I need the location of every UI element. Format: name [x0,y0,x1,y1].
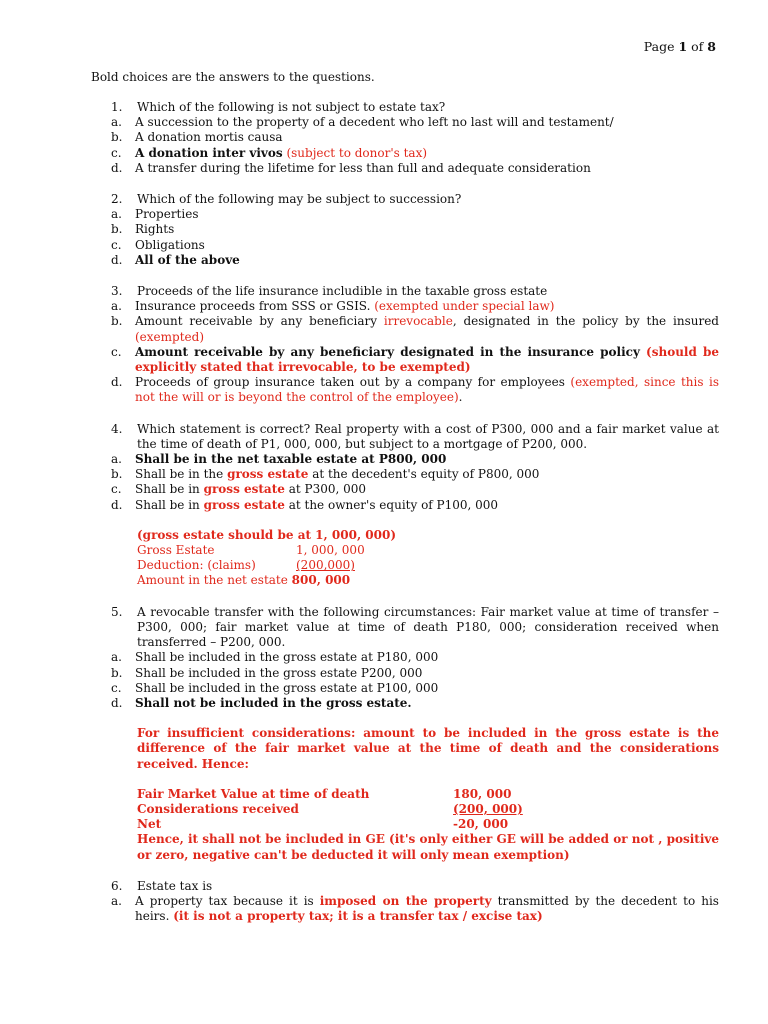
choice-a-answer: a. Shall be in the net taxable estate at P800, 000 [111,452,447,467]
question-3: 3. Proceeds of the life insurance includible in the taxable gross estate [91,284,719,299]
question-1: 1. Which of the following is not subject to estate tax? [91,100,719,115]
choice-c-answer: c. Amount receivable by any beneficiary designated in the insurance policy (should be explicitly stated that irrevocable, to be exempted) [111,344,719,375]
choice-a: a. A property tax because it is imposed on the property transmitted by the decedent to his heirs. (it is not a property tax; it is a transfer tax / excise tax) [111,893,719,924]
choice-b: b. A donation mortis causa [111,130,283,145]
document-body [91,70,719,924]
question-6: 6. Estate tax is [91,879,719,894]
choice-b: b. Amount receivable by any beneficiary irrevocable, designated in the policy by the insured (exempted) [111,314,719,344]
question-text: A revocable transfer with the following circumstances: Fair market value at time of transfer – P300, 000; fair market value at time of death P180, 000; consideration received when transferred – P200, 000. [137,604,719,650]
choice-d: d. A transfer during the lifetime for less than full and adequate consideration [111,160,591,175]
computation-q5: Fair Market Value at time of death 180, 000 Considerations received (200, 000) Net -20, 000 [137,786,523,832]
question-text: Which of the following may be subject to succession? [137,192,462,207]
choices-2 [91,207,719,268]
choice-d: d. Shall be in gross estate at the owner's equity of P100, 000 [111,497,499,512]
note-title: (gross estate should be at 1, 000, 000) [137,527,397,542]
choice-d-answer: d. All of the above [111,252,240,267]
choice-d: d. Proceeds of group insurance taken out by a company for employees (exempted, since this is not the will or is beyond the control of the employee). [111,375,719,405]
choice-a: a. Properties [111,207,199,222]
choice-a: a. Shall be included in the gross estate at P180, 000 [111,650,439,665]
choice-c: c. Shall be in gross estate at P300, 000 [111,482,367,497]
choices-3 [91,299,719,405]
choice-c: c. Shall be included in the gross estate at P100, 000 [111,680,439,695]
choice-c-answer: c. A donation inter vivos (subject to donor's tax) [111,145,428,160]
choice-b: b. Shall be in the gross estate at the decedent's equity of P800, 000 [111,467,540,482]
choice-a: a. A succession to the property of a decedent who left no last will and testament/ [111,115,614,130]
choice-b: b. Shall be included in the gross estate P200, 000 [111,665,423,680]
choice-d-answer: d. Shall not be included in the gross estate. [111,695,412,710]
question-4: 4. Which statement is correct? Real property with a cost of P300, 000 and a fair market value at the time of death of P1, 000, 000, but subject to a mortgage of P200, 000. [111,421,719,451]
question-text: Which statement is correct? Real property with a cost of P300, 000 and a fair market value at the time of death of P1, 000, 000, but subject to a mortgage of P200, 000. [137,421,719,451]
conclusion-q5: Hence, it shall not be included in GE (it's only either GE will be added or not , positive or zero, negative can't be deducted it will only mean exemption) [137,832,719,862]
choices-6 [91,894,719,924]
choices-1 [91,115,719,176]
question-text: Estate tax is [137,878,213,893]
choice-c: c. Obligations [111,237,205,252]
choices-5 [91,650,719,711]
choice-a: a. Insurance proceeds from SSS or GSIS. (exempted under special law) [111,299,555,314]
question-5: 5. A revocable transfer with the following circumstances: Fair market value at time of transfer – P300, 000; fair market value at time of death P180, 000; consideration received when transferred – P200, 000. [111,604,719,650]
explanation-q5: For insufficient considerations: amount to be included in the gross estate is the difference of the fair market value at the time of death and the considerations received. Hence: [137,726,719,771]
intro-text: Bold choices are the answers to the questions. [91,70,375,84]
question-2: 2. Which of the following may be subject to succession? [91,192,719,207]
choice-b: b. Rights [111,222,175,237]
question-text: Which of the following is not subject to estate tax? [137,100,446,114]
page-number: Page 1 of 8 [643,39,716,54]
choices-4 [91,452,719,513]
question-text: Proceeds of the life insurance includible in the taxable gross estate [137,284,548,299]
computation-q4: (gross estate should be at 1, 000, 000) Gross Estate 1, 000, 000 Deduction: (claims) (200,000) Amount in the net estate 800, 000 [137,527,397,588]
